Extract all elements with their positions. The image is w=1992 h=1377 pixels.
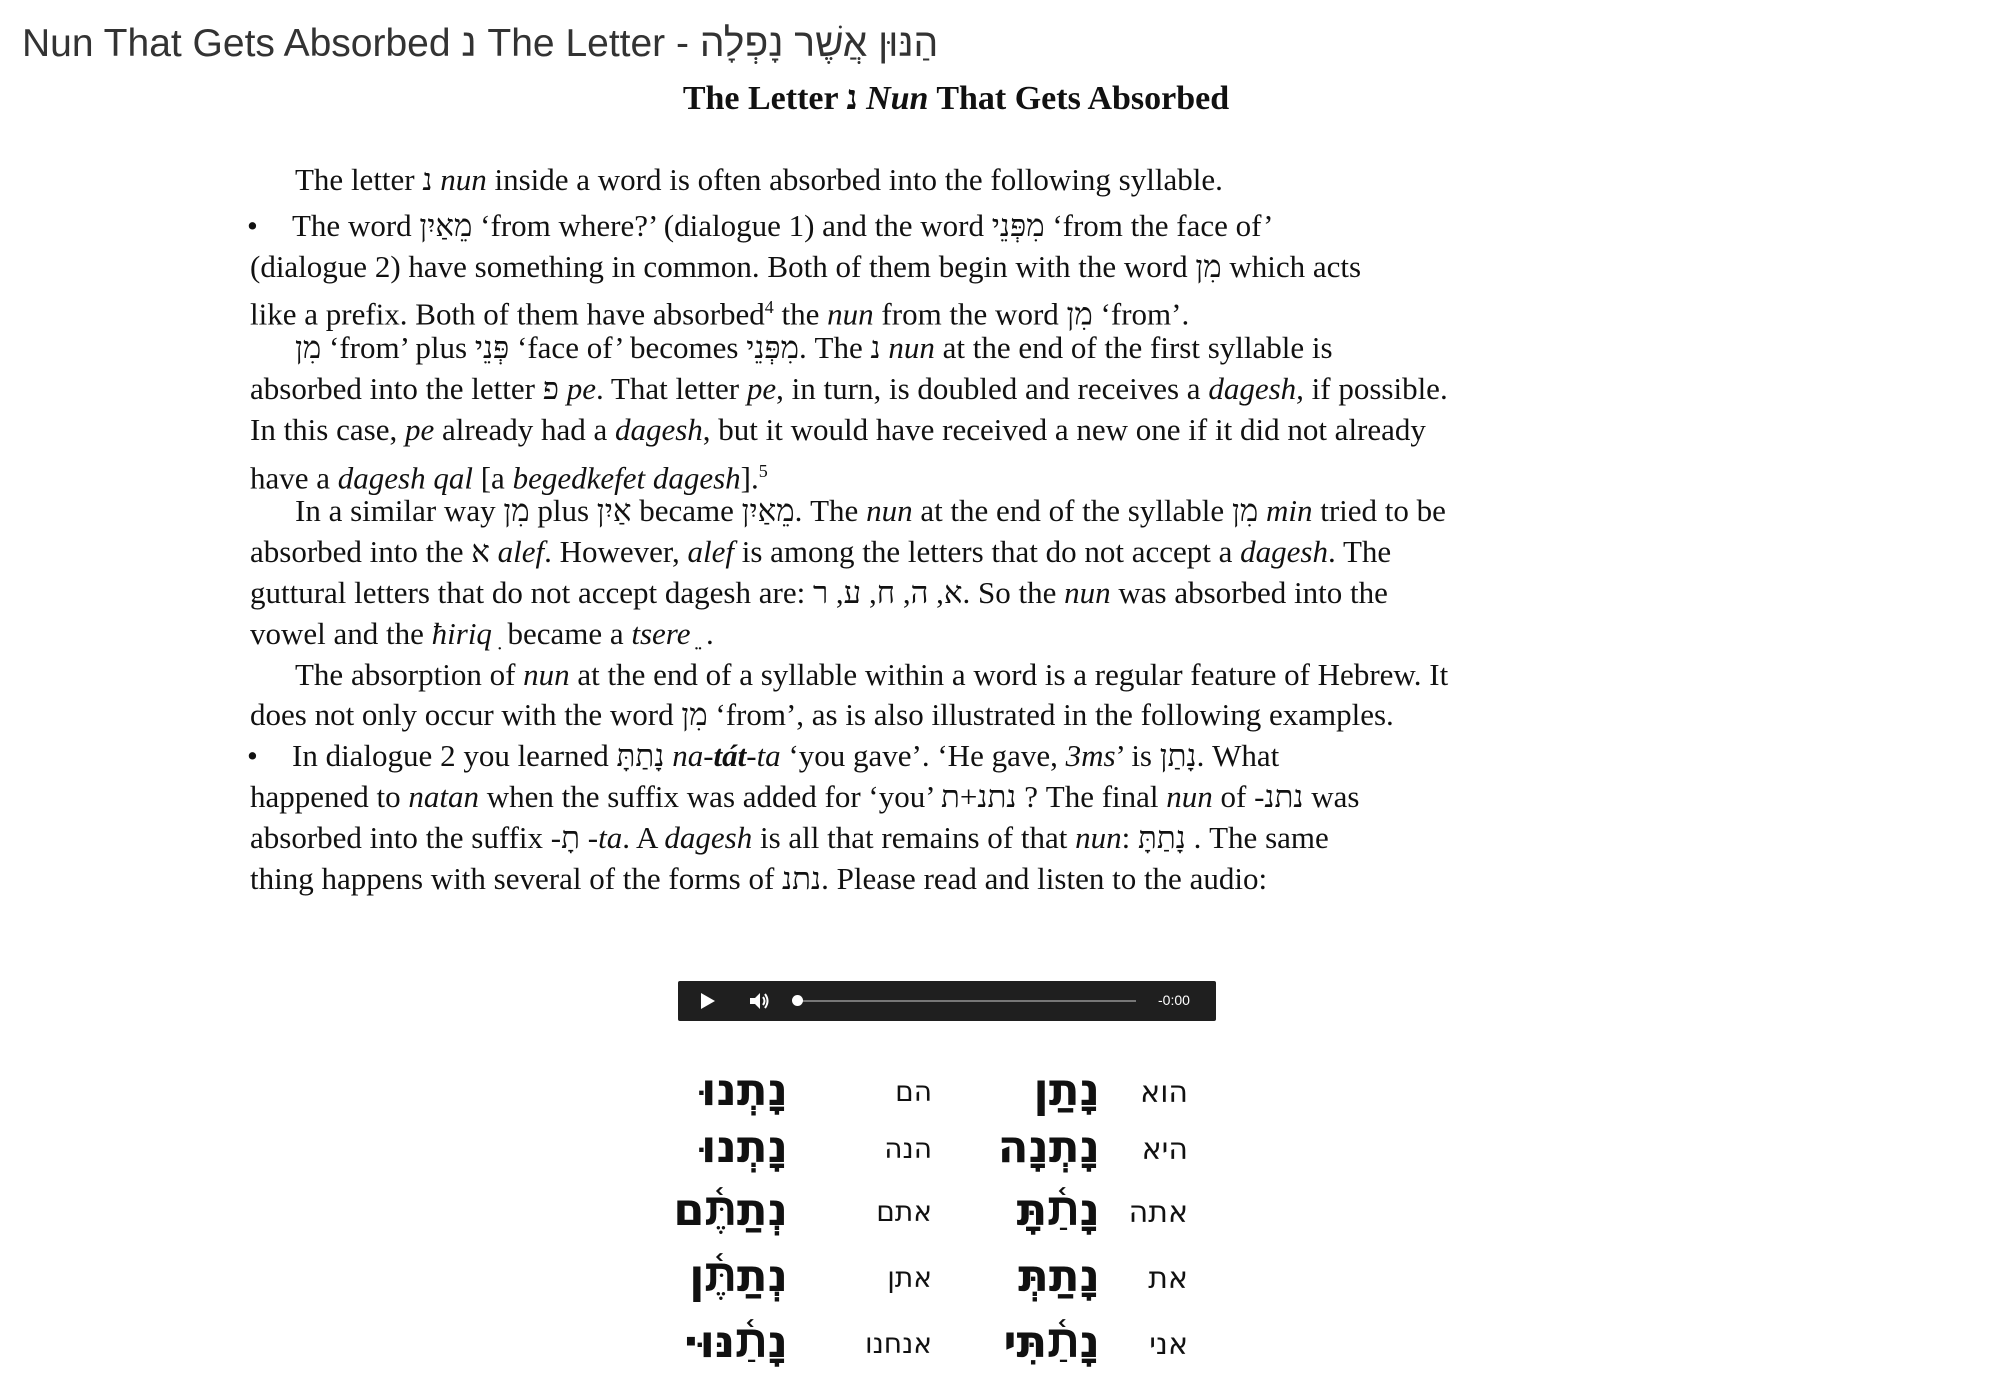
text: . The	[799, 330, 871, 366]
pronoun-plural: הנה	[884, 1132, 932, 1165]
text: ִ became a	[491, 615, 632, 651]
italic-term: pe	[566, 370, 596, 406]
hebrew-word: אַיִן	[596, 493, 632, 529]
hebrew-word: מִן	[681, 697, 708, 733]
italic-term: nun	[523, 656, 570, 692]
text: at the end of the first syllable is	[934, 330, 1333, 366]
text: ‘face of’ becomes	[509, 330, 747, 366]
verb-singular: נָתַ֫תָּ	[1016, 1183, 1100, 1236]
hebrew-word: נָתַתָּ	[1137, 819, 1186, 855]
paragraph-line	[250, 777, 1610, 818]
text: The absorption of	[295, 656, 524, 692]
text: became	[631, 493, 742, 529]
paragraph-line	[247, 736, 1610, 777]
progress-thumb[interactable]	[792, 995, 803, 1006]
verb-plural: נָתְנוּ	[701, 1063, 788, 1116]
paragraph-line	[250, 573, 1610, 614]
italic-term: -ta	[746, 738, 781, 774]
paragraph-line	[247, 206, 1610, 247]
italic-term: natan	[408, 778, 480, 814]
text: thing happens with several of the forms of	[250, 860, 783, 896]
text: at the end of a syllable within a word is a regular feature of Hebrew. It	[569, 656, 1449, 692]
text: , but it would have received a new one if it did not already	[702, 411, 1426, 447]
paragraph-line	[250, 287, 1610, 332]
italic-term: alef	[497, 534, 545, 570]
italic-term: pe	[746, 370, 777, 406]
text: (dialogue 2) have something in common. Both of them begin with the word	[250, 248, 1196, 284]
verb-plural: נְתַתֶּ֫ם	[673, 1183, 788, 1236]
audio-player[interactable]	[678, 981, 1216, 1021]
hebrew-word: מִן	[1066, 296, 1093, 332]
text: when the suffix was added for ‘you’	[479, 778, 942, 814]
hebrew-letter-list: א, ה, ח, ע, ר	[812, 574, 963, 610]
text: was absorbed into the	[1110, 574, 1388, 610]
text: ’ is	[1115, 738, 1160, 774]
text	[559, 371, 567, 406]
heading-text-end: That Gets Absorbed	[928, 80, 1230, 117]
text: happened to	[250, 778, 409, 814]
paragraph-line	[250, 328, 1610, 369]
text: , in turn, is doubled and receives a	[776, 370, 1209, 406]
italic-term: nun	[1075, 819, 1122, 855]
italic-term: ħiriq	[431, 615, 492, 651]
text: like a prefix. Both of them have absorbed	[250, 296, 765, 332]
hebrew-word: מִן	[295, 330, 322, 366]
paragraph-line	[250, 369, 1610, 410]
verb-singular: נָתַ֫תִּי	[1003, 1315, 1100, 1368]
text: guttural letters that do not accept dagesh are:	[250, 574, 813, 610]
text: ].	[740, 459, 759, 495]
pronoun-plural: אתן	[887, 1261, 932, 1294]
text: ֵ .	[690, 615, 714, 651]
italic-term: 3ms	[1065, 738, 1116, 774]
italic-term: tsere	[631, 615, 691, 651]
hebrew-word: נתנ	[782, 860, 822, 896]
hebrew-word: מֵאַיִן	[419, 207, 473, 243]
pronoun-plural: אנחנו	[864, 1327, 932, 1360]
text: ‘from’, as is also illustrated in the following examples.	[707, 697, 1394, 733]
stressed-syllable: tát	[713, 738, 747, 774]
italic-term: dagesh	[1240, 534, 1328, 570]
italic-term: nun	[1064, 574, 1111, 610]
volume-icon[interactable]	[748, 991, 772, 1011]
verb-singular: נָתְנָה	[997, 1120, 1100, 1173]
text: . A	[622, 819, 665, 855]
text: . The	[794, 493, 867, 529]
text: of	[1212, 778, 1255, 814]
conjugation-row	[668, 1249, 1188, 1311]
text: The word	[292, 207, 420, 243]
text: absorbed into the suffix	[250, 819, 551, 855]
heading-italic: Nun	[866, 80, 929, 117]
italic-term: nun	[866, 493, 913, 529]
hebrew-word: נתנ+ת	[941, 778, 1017, 814]
paragraph-line	[250, 247, 1610, 288]
heading-text: The Letter נ	[682, 80, 867, 117]
text: :	[1121, 819, 1138, 855]
page-title: הַנּוּן אֲשֶׁר נָפְלָה - The Letter נ Nun That Gets Absorbed	[22, 22, 939, 65]
text: ‘from where?’ (dialogue 1) and the word	[472, 207, 992, 243]
italic-term: begedkefet dagesh	[512, 459, 741, 495]
text: which acts	[1221, 248, 1362, 284]
text: if possible.	[1303, 370, 1448, 406]
hebrew-letter: פ	[542, 370, 559, 406]
verb-singular: נָתַן	[1033, 1063, 1100, 1116]
lesson-body	[247, 160, 1610, 899]
hebrew-word: מִפְּנֵי	[991, 207, 1045, 243]
pronoun-singular: היא	[1141, 1132, 1188, 1167]
text	[490, 534, 498, 569]
text: have a	[250, 459, 338, 495]
text: . However,	[544, 534, 688, 570]
italic-term: na-	[672, 738, 714, 774]
hebrew-word: מִן	[1195, 248, 1222, 284]
paragraph-line	[250, 614, 1610, 655]
hebrew-letter: א	[471, 534, 490, 570]
conjugation-table	[668, 1063, 1188, 1373]
time-remaining: -0:00	[1158, 992, 1190, 1008]
italic-term: nun	[827, 296, 874, 332]
paragraph-line	[250, 451, 1610, 495]
text: . That letter	[595, 370, 747, 406]
text: vowel and the	[250, 615, 432, 651]
intro-line	[250, 160, 1610, 201]
text: was	[1303, 778, 1360, 814]
text: is all that remains of that	[752, 819, 1076, 855]
paragraph-line	[250, 491, 1610, 532]
text: inside a word is often absorbed into the following syllable.	[486, 162, 1223, 197]
pronoun-plural: הם	[895, 1075, 932, 1108]
verb-plural: נָתְנוּ	[701, 1120, 788, 1173]
text: In a similar way	[295, 493, 504, 529]
pronoun-singular: אתה	[1128, 1195, 1188, 1230]
text: absorbed into the	[250, 534, 472, 570]
text: In dialogue 2 you learned	[292, 738, 617, 774]
conjugation-row	[668, 1183, 1188, 1245]
footnote-ref: 4	[764, 297, 774, 318]
text: is among the letters that do not accept a	[734, 534, 1241, 570]
hebrew-word: מִפְּנֵי	[746, 330, 800, 366]
text: absorbed into the letter	[250, 370, 543, 406]
bullet: •	[247, 207, 258, 243]
conjugation-row	[668, 1120, 1188, 1182]
text: The letter נ	[295, 162, 441, 197]
italic-term: min	[1265, 493, 1313, 529]
paragraph-line	[250, 695, 1610, 736]
italic-term: -ta	[587, 819, 623, 855]
paragraph-line	[250, 532, 1610, 573]
play-icon[interactable]	[700, 992, 716, 1010]
conjugation-row	[668, 1315, 1188, 1377]
text: ‘from’ plus	[321, 330, 475, 366]
text: does not only occur with the word	[250, 697, 682, 733]
document-heading	[0, 80, 1912, 118]
pronoun-singular: אני	[1149, 1327, 1188, 1362]
paragraph-line	[250, 655, 1610, 696]
italic-term: pe	[404, 411, 435, 447]
italic-term: nun	[888, 330, 935, 366]
text: already had a	[434, 411, 615, 447]
verb-plural: נָתַ֫נּוּ·	[682, 1315, 788, 1368]
verb-singular: נָתַתְּ	[1018, 1249, 1100, 1302]
hebrew-word: מִן	[1231, 493, 1259, 529]
text: ‘from the face of’	[1044, 207, 1274, 243]
text: ‘from’.	[1092, 296, 1190, 332]
text: plus	[529, 493, 597, 529]
text: tried to be	[1312, 493, 1446, 529]
italic-term: nun	[440, 162, 487, 197]
hebrew-letter: נ	[870, 330, 881, 366]
text: the	[773, 296, 828, 332]
italic-term: dagesh	[614, 411, 703, 447]
conjugation-row	[668, 1063, 1188, 1125]
text: . What	[1196, 738, 1280, 774]
paragraph-line	[250, 818, 1610, 859]
pronoun-plural: אתם	[876, 1195, 932, 1228]
italic-term: alef	[687, 534, 734, 570]
text: In this case,	[250, 411, 405, 447]
text: ? The final	[1016, 778, 1167, 814]
text: ‘you gave’. ‘He gave,	[780, 738, 1066, 774]
progress-track[interactable]	[798, 1000, 1136, 1002]
hebrew-word: נָתַן	[1159, 738, 1197, 774]
text: . The	[1328, 534, 1392, 570]
text: from the word	[873, 296, 1067, 332]
hebrew-word: מִן	[503, 493, 530, 529]
text	[1258, 493, 1266, 528]
pronoun-singular: את	[1148, 1261, 1188, 1296]
footnote-ref: 5	[758, 460, 768, 481]
italic-term: nun	[1166, 778, 1213, 814]
text	[580, 820, 588, 855]
italic-term: dagesh qal	[337, 459, 473, 495]
text: . The same	[1185, 819, 1329, 855]
paragraph-line	[250, 859, 1610, 900]
paragraph-line	[250, 410, 1610, 451]
text: . Please read and listen to the audio:	[821, 860, 1268, 896]
hebrew-word: נָתַתָּ	[616, 738, 665, 774]
hebrew-word: פְּנֵי	[474, 330, 510, 366]
text: [a	[472, 459, 513, 495]
hebrew-word: -נתנ	[1254, 778, 1304, 814]
italic-term: dagesh,	[1208, 370, 1304, 406]
hebrew-word: מֵאַיִן	[741, 493, 795, 529]
pronoun-singular: הוא	[1140, 1075, 1188, 1110]
text: at the end of the syllable	[912, 493, 1232, 529]
text: . So the	[962, 574, 1065, 610]
verb-plural: נְתַתֶּ֫ן	[689, 1249, 788, 1302]
italic-term: dagesh	[664, 819, 753, 855]
hebrew-word: -תָ	[550, 819, 581, 855]
bullet: •	[247, 738, 258, 774]
